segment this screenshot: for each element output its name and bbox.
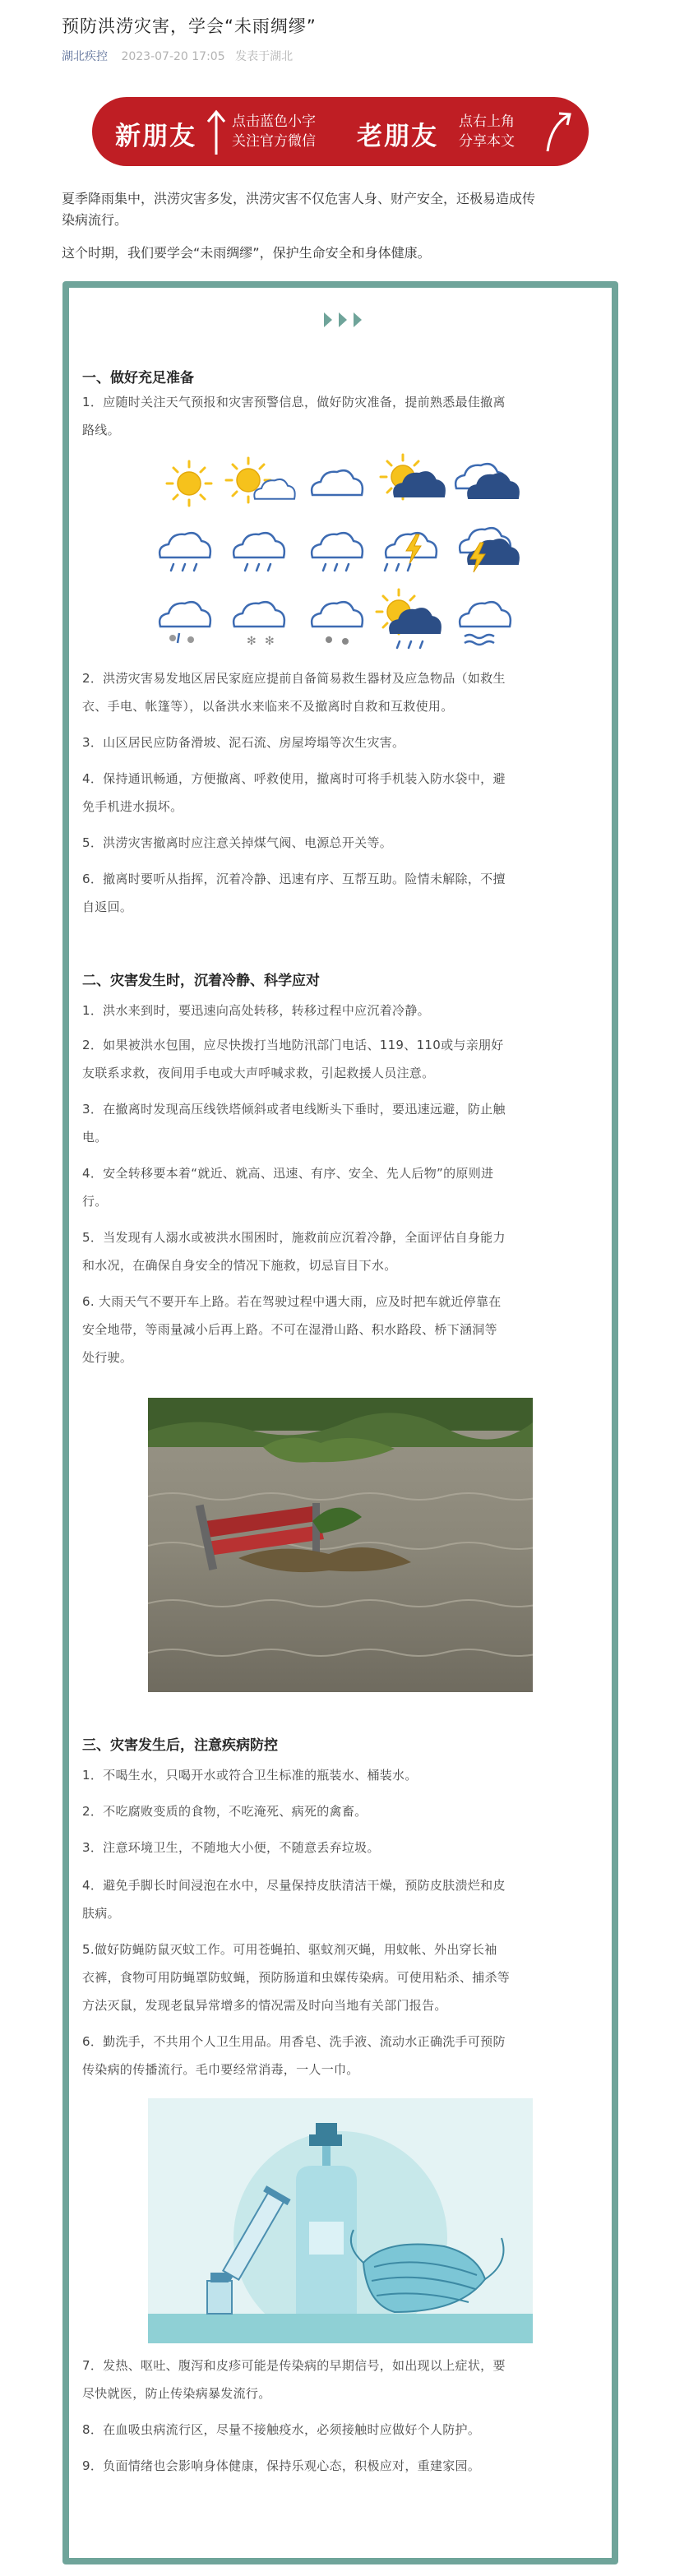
article-title: 预防洪涝灾害，学会“未雨绸缪” (62, 16, 317, 36)
article-meta (62, 48, 293, 64)
s2-line: 3．在撤离时发现高压线铁塔倾斜或者电线断头下垂时，要迅速远避，防止触 (82, 1102, 506, 1117)
section3-heading: 三、灾害发生后，注意疾病防控 (82, 1737, 278, 1754)
s2-line: 5．当发现有人溺水或被洪水围困时，施救前应沉着冷静，全面评估自身能力 (82, 1230, 506, 1245)
s2-line: 2．如果被洪水包围，应尽快拨打当地防汛部门电话、119、110或与亲朋好 (82, 1038, 504, 1052)
s2-line: 处行驶。 (82, 1350, 133, 1365)
banner-right-sub (459, 112, 515, 151)
publish-time: 2023-07-20 17:05 (121, 50, 225, 63)
weather-icons (148, 452, 534, 658)
s2-line: 6. 大雨天气不要开车上路。若在驾驶过程中遇大雨，应及时把车就近停靠在 (82, 1294, 502, 1309)
s2-line: 电。 (82, 1130, 108, 1145)
s2-line: 和水况，在确保自身安全的情况下施救，切忌盲目下水。 (82, 1258, 397, 1273)
section1-heading: 一、做好充足准备 (82, 370, 194, 386)
s2-line: 1．洪水来到时，要迅速向高处转移，转移过程中应沉着冷静。 (82, 1003, 430, 1018)
banner-left-sub (232, 112, 316, 151)
s3-line: 传染病的传播流行。毛巾要经常消毒，一人一巾。 (82, 2062, 359, 2077)
flood-photo (148, 1398, 533, 1692)
s1-line: 5．洪涝灾害撤离时应注意关掉煤气阀、电源总开关等。 (82, 835, 393, 850)
source-link[interactable]: 湖北疾控 (62, 50, 108, 63)
intro-line-3: 这个时期，我们要学会“未雨绸缪”，保护生命安全和身体健康。 (62, 245, 431, 261)
s2-line: 行。 (82, 1194, 108, 1209)
section2-heading: 二、灾害发生时，沉着冷静、科学应对 (82, 973, 320, 989)
s2-line: 安全地带，等雨量减小后再上路。不可在湿滑山路、积水路段、桥下涵洞等 (82, 1322, 497, 1337)
svg-text:✻: ✻ (247, 635, 257, 648)
s2-line: 友联系求救，夜间用手电或大声呼喊求救，引起救援人员注意。 (82, 1066, 435, 1080)
s1-line: 自返回。 (82, 900, 133, 914)
banner-new-friend: 新朋友 (115, 122, 196, 151)
banner-left-sub2: 关注官方微信 (232, 133, 316, 150)
s1-line: 2．洪涝灾害易发地区居民家庭应提前自备简易救生器材及应急物品（如救生 (82, 671, 506, 686)
banner-right-sub2: 分享本文 (459, 133, 515, 150)
svg-text:✻: ✻ (265, 635, 275, 648)
share-arrow-icon (543, 109, 576, 155)
s3-line: 1．不喝生水，只喝开水或符合卫生标准的瓶装水、桶装水。 (82, 1768, 418, 1783)
s3-line: 3．注意环境卫生，不随地大小便，不随意丢弃垃圾。 (82, 1840, 380, 1855)
s1-line: 路线。 (82, 423, 120, 437)
s1-line: 3．山区居民应防备滑坡、泥石流、房屋垮塌等次生灾害。 (82, 735, 405, 750)
s3-line: 6．勤洗手，不共用个人卫生用品。用香皂、洗手液、流动水正确洗手可预防 (82, 2034, 506, 2049)
intro-line-1: 夏季降雨集中，洪涝灾害多发，洪涝灾害不仅危害人身、财产安全，还极易造成传 (62, 191, 536, 206)
hygiene-illustration (148, 2098, 533, 2343)
s3-line: 7．发热、呕吐、腹泻和皮疹可能是传染病的早期信号，如出现以上症状，要 (82, 2358, 506, 2373)
triangle-arrows-icon (321, 311, 365, 329)
s1-line: 1．应随时关注天气预报和灾害预警信息，做好防灾准备，提前熟悉最佳撤离 (82, 395, 506, 409)
s3-line: 尽快就医，防止传染病暴发流行。 (82, 2386, 271, 2401)
publish-location: 发表于湖北 (235, 50, 294, 63)
s3-line: 9．负面情绪也会影响身体健康，保持乐观心态，积极应对，重建家园。 (82, 2458, 481, 2473)
intro-line-2: 染病流行。 (62, 212, 128, 228)
s3-line: 肤病。 (82, 1906, 120, 1921)
s3-line: 衣裤，食物可用防蝇罩防蚊蝇，预防肠道和虫媒传染病。可使用粘杀、捕杀等 (82, 1970, 511, 1985)
s3-line: 4．避免手脚长时间浸泡在水中，尽量保持皮肤清洁干燥，预防皮肤溃烂和皮 (82, 1878, 506, 1893)
s1-line: 4．保持通讯畅通，方便撤离、呼救使用，撤离时可将手机装入防水袋中，避 (82, 771, 506, 786)
s1-line: 免手机进水损坏。 (82, 799, 183, 814)
s3-line: 方法灭鼠，发现老鼠异常增多的情况需及时向当地有关部门报告。 (82, 1998, 447, 2013)
s3-line: 2．不吃腐败变质的食物，不吃淹死、病死的禽畜。 (82, 1804, 368, 1819)
s3-line: 5.做好防蝇防鼠灭蚊工作。可用苍蝇拍、驱蚊剂灭蝇，用蚊帐、外出穿长袖 (82, 1942, 497, 1957)
s1-line: 衣、手电、帐篷等），以备洪水来临来不及撤离时自救和互救使用。 (82, 699, 454, 714)
follow-banner (92, 97, 589, 166)
banner-old-friend: 老朋友 (357, 122, 438, 151)
banner-right-sub1: 点右上角 (459, 113, 515, 130)
s2-line: 4．安全转移要本着“就近、就高、迅速、有序、安全、先人后物”的原则进 (82, 1166, 494, 1181)
banner-left-sub1: 点击蓝色小字 (232, 113, 316, 130)
up-arrow-icon (206, 109, 227, 156)
s3-line: 8．在血吸虫病流行区，尽量不接触疫水，必须接触时应做好个人防护。 (82, 2422, 481, 2437)
s1-line: 6．撤离时要听从指挥，沉着冷静、迅速有序、互帮互助。险情未解除，不擅 (82, 872, 506, 886)
